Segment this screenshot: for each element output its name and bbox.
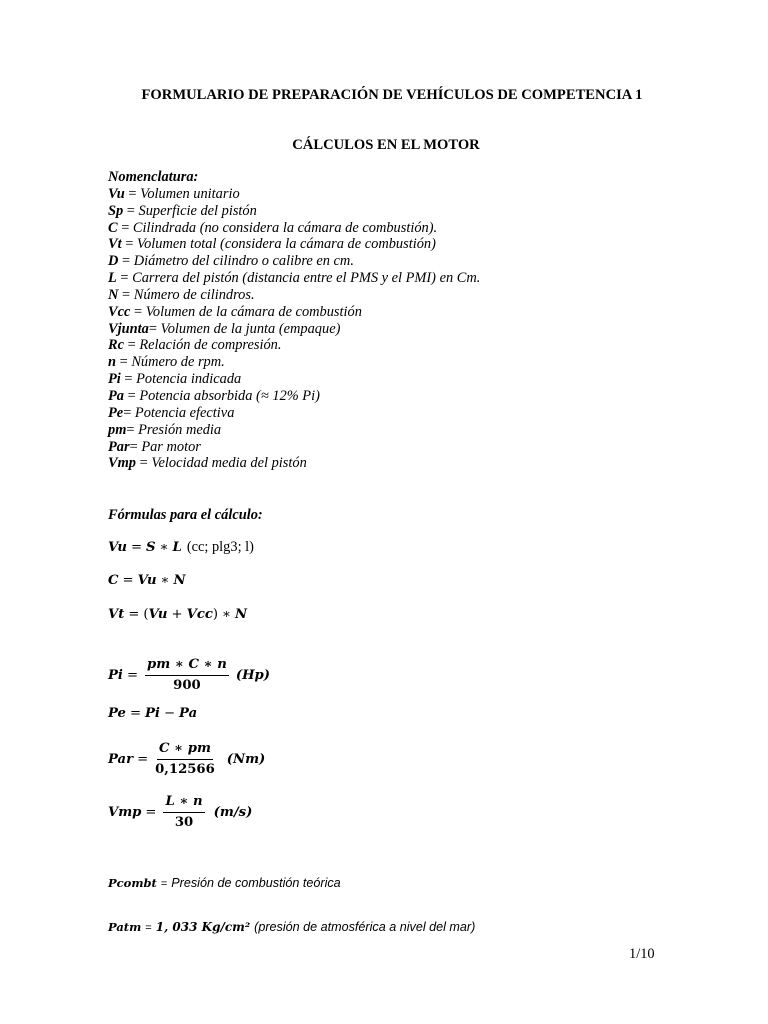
close-paren: ) bbox=[212, 607, 219, 622]
formula-pi bbox=[108, 656, 270, 695]
nomenclature-section bbox=[108, 169, 748, 472]
multiply-sign: ∗ bbox=[159, 540, 169, 555]
equals-sign: = bbox=[124, 337, 140, 354]
nomenclature-description: Par motor bbox=[141, 438, 201, 455]
formula-term: L bbox=[172, 540, 182, 555]
nomenclature-item bbox=[108, 253, 748, 270]
formula-term: Pa bbox=[179, 706, 198, 721]
fraction-denominator: 30 bbox=[174, 815, 194, 830]
nomenclature-item bbox=[108, 287, 748, 304]
nomenclature-description: Volumen de la cámara de combustión bbox=[145, 303, 362, 320]
equals-sign: = bbox=[145, 922, 152, 934]
formula-vu bbox=[108, 539, 254, 556]
equals-sign: = bbox=[130, 303, 146, 320]
formula-par bbox=[108, 740, 265, 779]
nomenclature-item bbox=[108, 422, 748, 439]
nomenclature-symbol: L bbox=[108, 270, 117, 287]
equals-sign: = bbox=[129, 706, 142, 721]
formula-lhs: Vt bbox=[108, 607, 125, 622]
nomenclature-list bbox=[108, 186, 748, 472]
fraction bbox=[163, 793, 204, 832]
nomenclature-symbol: Rc bbox=[108, 337, 124, 354]
nomenclature-symbol: Vjunta bbox=[108, 320, 149, 337]
formula-term: N bbox=[173, 573, 186, 588]
formula-unit: (Hp) bbox=[235, 668, 271, 683]
formula-vmp bbox=[108, 793, 252, 832]
formula-term: Vu bbox=[148, 607, 168, 622]
nomenclature-item bbox=[108, 439, 748, 456]
formula-term: Vu bbox=[137, 573, 157, 588]
nomenclature-item bbox=[108, 354, 748, 371]
fraction-numerator: L ∗ n bbox=[163, 793, 204, 813]
formula-lhs: Vmp bbox=[108, 805, 142, 820]
equals-sign: = bbox=[124, 185, 141, 202]
equals-sign: = bbox=[130, 540, 143, 555]
fraction-numerator: pm ∗ C ∗ n bbox=[145, 656, 229, 676]
fraction-numerator: C ∗ pm bbox=[157, 740, 213, 760]
patm-description: (presión de atmosférica a nivel del mar) bbox=[254, 920, 476, 934]
nomenclature-item bbox=[108, 371, 748, 388]
equals-sign: = bbox=[116, 354, 132, 371]
equals-sign: = bbox=[123, 404, 135, 421]
nomenclature-item bbox=[108, 236, 748, 253]
equals-sign: = bbox=[137, 752, 149, 767]
nomenclature-description: Número de cilindros. bbox=[133, 286, 255, 303]
nomenclature-description: Potencia efectiva bbox=[134, 404, 235, 421]
equals-sign: = bbox=[116, 270, 133, 287]
open-paren: ( bbox=[143, 607, 149, 622]
document-title: FORMULARIO DE PREPARACIÓN DE VEHÍCULOS DE COMPETENCIA 1 bbox=[141, 87, 643, 103]
fraction-denominator: 900 bbox=[173, 678, 201, 693]
nomenclature-description: Potencia absorbida (≈ 12% Pi) bbox=[139, 387, 320, 404]
equals-sign: = bbox=[122, 573, 134, 588]
nomenclature-description: Presión media bbox=[138, 421, 222, 438]
equals-sign: = bbox=[145, 805, 157, 820]
nomenclature-item bbox=[108, 337, 748, 354]
formula-units: (cc; plg3; l) bbox=[186, 539, 254, 555]
formulas-heading: Fórmulas para el cálculo: bbox=[108, 507, 263, 523]
nomenclature-description: Volumen total (considera la cámara de combustión) bbox=[136, 236, 436, 253]
nomenclature-item bbox=[108, 304, 748, 321]
fraction bbox=[145, 656, 229, 695]
nomenclature-symbol: Pi bbox=[108, 371, 121, 388]
equals-sign: = bbox=[124, 387, 140, 404]
section-title: CÁLCULOS EN EL MOTOR bbox=[292, 137, 480, 153]
nomenclature-symbol: Pa bbox=[108, 387, 124, 404]
equals-sign: = bbox=[117, 219, 133, 236]
nomenclature-symbol: Vmp bbox=[108, 455, 136, 472]
fraction-denominator: 0,12566 bbox=[155, 762, 215, 777]
nomenclature-symbol: N bbox=[108, 286, 119, 303]
nomenclature-symbol: Vcc bbox=[108, 303, 131, 320]
minus-sign: − bbox=[163, 706, 176, 721]
nomenclature-symbol: C bbox=[108, 219, 118, 236]
page-number: 1/10 bbox=[629, 946, 655, 962]
formula-pe bbox=[108, 706, 197, 721]
nomenclature-description: Número de rpm. bbox=[131, 354, 225, 371]
nomenclature-symbol: D bbox=[108, 253, 119, 270]
nomenclature-heading: Nomenclatura: bbox=[108, 169, 199, 185]
nomenclature-symbol: n bbox=[108, 354, 117, 371]
nomenclature-item bbox=[108, 321, 748, 338]
patm-definition bbox=[108, 920, 475, 934]
equals-sign: = bbox=[128, 607, 140, 622]
nomenclature-item bbox=[108, 455, 748, 472]
formula-lhs: Par bbox=[108, 752, 134, 767]
pcombt-definition bbox=[108, 876, 341, 890]
nomenclature-item bbox=[108, 405, 748, 422]
formula-lhs: Vu bbox=[108, 540, 127, 555]
nomenclature-item bbox=[108, 388, 748, 405]
formula-term: S bbox=[146, 540, 156, 555]
nomenclature-symbol: Par bbox=[108, 438, 130, 455]
nomenclature-symbol: Vu bbox=[108, 185, 125, 202]
equals-sign: = bbox=[118, 253, 134, 270]
pcombt-description: Presión de combustión teórica bbox=[171, 876, 341, 890]
formula-lhs: Pi bbox=[108, 668, 123, 683]
nomenclature-symbol: pm bbox=[108, 421, 127, 438]
equals-sign: = bbox=[129, 438, 142, 455]
formula-vt bbox=[108, 607, 247, 622]
patm-value: 1, 033 Kg/cm² bbox=[155, 920, 251, 934]
formula-term: Pi bbox=[145, 706, 160, 721]
plus-sign: + bbox=[171, 607, 183, 622]
equals-sign: = bbox=[126, 421, 139, 438]
nomenclature-symbol: Vt bbox=[108, 236, 122, 253]
formula-term: Vcc bbox=[186, 607, 213, 622]
multiply-sign: ∗ bbox=[222, 607, 232, 622]
nomenclature-description: Velocidad media del pistón bbox=[151, 455, 307, 472]
nomenclature-item bbox=[108, 186, 748, 203]
nomenclature-symbol: Sp bbox=[108, 202, 124, 219]
nomenclature-item bbox=[108, 270, 748, 287]
equals-sign: = bbox=[121, 236, 137, 253]
nomenclature-item bbox=[108, 220, 748, 237]
nomenclature-description: Carrera del pistón (distancia entre el PMS y el PMI) en Cm. bbox=[132, 270, 481, 287]
nomenclature-description: Diámetro del cilindro o calibre en cm. bbox=[133, 253, 354, 270]
formula-lhs: Pe bbox=[108, 706, 126, 721]
equals-sign: = bbox=[126, 668, 138, 683]
equals-sign: = bbox=[160, 878, 168, 890]
multiply-sign: ∗ bbox=[160, 573, 170, 588]
formula-unit: (Nm) bbox=[226, 752, 266, 767]
fraction bbox=[155, 740, 215, 779]
nomenclature-item bbox=[108, 203, 748, 220]
formula-lhs: C bbox=[108, 573, 119, 588]
nomenclature-description: Superficie del pistón bbox=[138, 202, 257, 219]
nomenclature-description: Volumen de la junta (empaque) bbox=[160, 320, 341, 337]
equals-sign: = bbox=[118, 286, 134, 303]
equals-sign: = bbox=[136, 455, 152, 472]
equals-sign: = bbox=[120, 371, 137, 388]
nomenclature-description: Volumen unitario bbox=[140, 185, 240, 202]
equals-sign: = bbox=[148, 320, 161, 337]
nomenclature-description: Cilindrada (no considera la cámara de combustión). bbox=[132, 219, 438, 236]
patm-symbol: Patm bbox=[108, 920, 142, 934]
nomenclature-description: Potencia indicada bbox=[136, 371, 242, 388]
formula-c bbox=[108, 573, 186, 588]
nomenclature-description: Relación de compresión. bbox=[139, 337, 282, 354]
nomenclature-symbol: Pe bbox=[108, 404, 124, 421]
formula-term: N bbox=[235, 607, 248, 622]
equals-sign: = bbox=[123, 202, 139, 219]
formula-unit: (m/s) bbox=[213, 805, 253, 820]
pcombt-symbol: Pcombt bbox=[108, 876, 157, 890]
